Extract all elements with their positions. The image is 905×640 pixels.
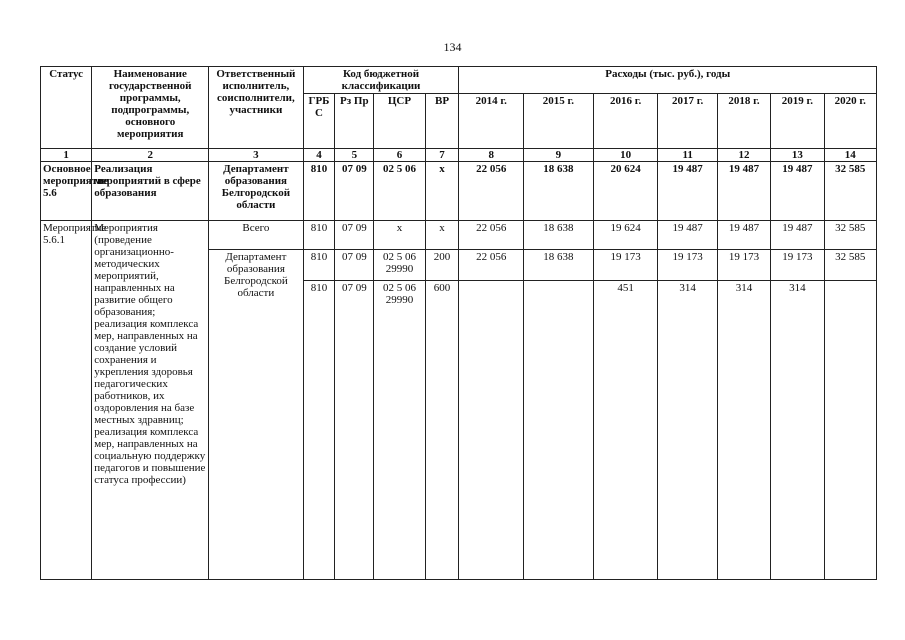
event-value: 32 585: [824, 250, 876, 281]
event-value: 19 624: [593, 221, 658, 250]
column-number: 8: [459, 149, 524, 162]
main-event-grbs: 810: [303, 162, 335, 221]
event-grbs: 810: [303, 281, 335, 580]
column-number: 14: [824, 149, 876, 162]
header-name: Наименование государственной программы, подпрограммы, основного мероприятия: [92, 67, 209, 149]
main-event-name: Реализация мероприятий в сфере образования: [92, 162, 209, 221]
event-status: Мероприятие 5.6.1: [41, 221, 92, 580]
event-grbs: 810: [303, 250, 335, 281]
event-value: 22 056: [459, 221, 524, 250]
event-value: 19 487: [658, 221, 717, 250]
event-value: 19 487: [717, 221, 770, 250]
header-year: 2020 г.: [824, 94, 876, 149]
event-row-total: [41, 221, 877, 250]
event-value: [524, 281, 594, 580]
event-value: 314: [771, 281, 824, 580]
main-event-status: Основное мероприятие 5.6: [41, 162, 92, 221]
header-executor: Ответственный исполнитель, соисполнители, участники: [209, 67, 303, 149]
header-vr: ВР: [425, 94, 459, 149]
main-event-value: 19 487: [771, 162, 824, 221]
column-number: 2: [92, 149, 209, 162]
main-event-value: 18 638: [524, 162, 594, 221]
event-csr: 02 5 06 29990: [374, 250, 425, 281]
event-rzpr: 07 09: [335, 221, 374, 250]
main-event-value: 22 056: [459, 162, 524, 221]
header-status: Статус: [41, 67, 92, 149]
main-event-value: 19 487: [717, 162, 770, 221]
event-csr: х: [374, 221, 425, 250]
event-value: 19 173: [593, 250, 658, 281]
event-value: 19 173: [658, 250, 717, 281]
event-executor-total: Всего: [209, 221, 303, 250]
event-value: 32 585: [824, 221, 876, 250]
header-year: 2015 г.: [524, 94, 594, 149]
column-number: 6: [374, 149, 425, 162]
event-value: 314: [658, 281, 717, 580]
header-year: 2017 г.: [658, 94, 717, 149]
event-value: 19 173: [717, 250, 770, 281]
header-year: 2019 г.: [771, 94, 824, 149]
column-number: 3: [209, 149, 303, 162]
main-event-executor: Департамент образования Белгородской области: [209, 162, 303, 221]
event-grbs: 810: [303, 221, 335, 250]
event-value: 19 487: [771, 221, 824, 250]
column-number: 1: [41, 149, 92, 162]
header-year: 2014 г.: [459, 94, 524, 149]
event-rzpr: 07 09: [335, 250, 374, 281]
event-value: 314: [717, 281, 770, 580]
main-event-csr: 02 5 06: [374, 162, 425, 221]
header-grbs: ГРБ С: [303, 94, 335, 149]
event-csr: 02 5 06 29990: [374, 281, 425, 580]
column-number: 12: [717, 149, 770, 162]
event-value: [459, 281, 524, 580]
main-event-rzpr: 07 09: [335, 162, 374, 221]
event-vr: 600: [425, 281, 459, 580]
event-rzpr: 07 09: [335, 281, 374, 580]
column-number: 4: [303, 149, 335, 162]
main-event-vr: х: [425, 162, 459, 221]
event-vr: 200: [425, 250, 459, 281]
page-number: 134: [443, 40, 462, 54]
event-vr: х: [425, 221, 459, 250]
column-number: 7: [425, 149, 459, 162]
column-number: 5: [335, 149, 374, 162]
header-row: [41, 67, 877, 94]
main-event-row: [41, 162, 877, 221]
event-value: [824, 281, 876, 580]
main-event-value: 19 487: [658, 162, 717, 221]
column-number: 10: [593, 149, 658, 162]
header-expenses: Расходы (тыс. руб.), годы: [459, 67, 877, 94]
budget-table: [40, 66, 877, 580]
main-event-value: 20 624: [593, 162, 658, 221]
header-budget-code: Код бюджетной классификации: [303, 67, 459, 94]
column-number: 13: [771, 149, 824, 162]
event-executor-department: Департамент образования Белгородской области: [209, 250, 303, 580]
column-number: 9: [524, 149, 594, 162]
event-name: Мероприятия (проведение организационно-методических мероприятий, направленных на развитие общего образования; реализация комплекса мер, направленных на создание условий сохранения и укрепления здоровья педагогических работников, их оздоровления на базе местных здравниц; реализация комплекса мер, направленных на социальную поддержку педагогов и повышение статуса профессии): [92, 221, 209, 580]
header-year: 2018 г.: [717, 94, 770, 149]
event-value: 19 173: [771, 250, 824, 281]
event-value: 18 638: [524, 250, 594, 281]
event-value: 22 056: [459, 250, 524, 281]
event-value: 18 638: [524, 221, 594, 250]
header-rzpr: Рз Пр: [335, 94, 374, 149]
event-value: 451: [593, 281, 658, 580]
column-numbers-row: [41, 149, 877, 162]
header-csr: ЦСР: [374, 94, 425, 149]
header-year: 2016 г.: [593, 94, 658, 149]
main-event-value: 32 585: [824, 162, 876, 221]
column-number: 11: [658, 149, 717, 162]
